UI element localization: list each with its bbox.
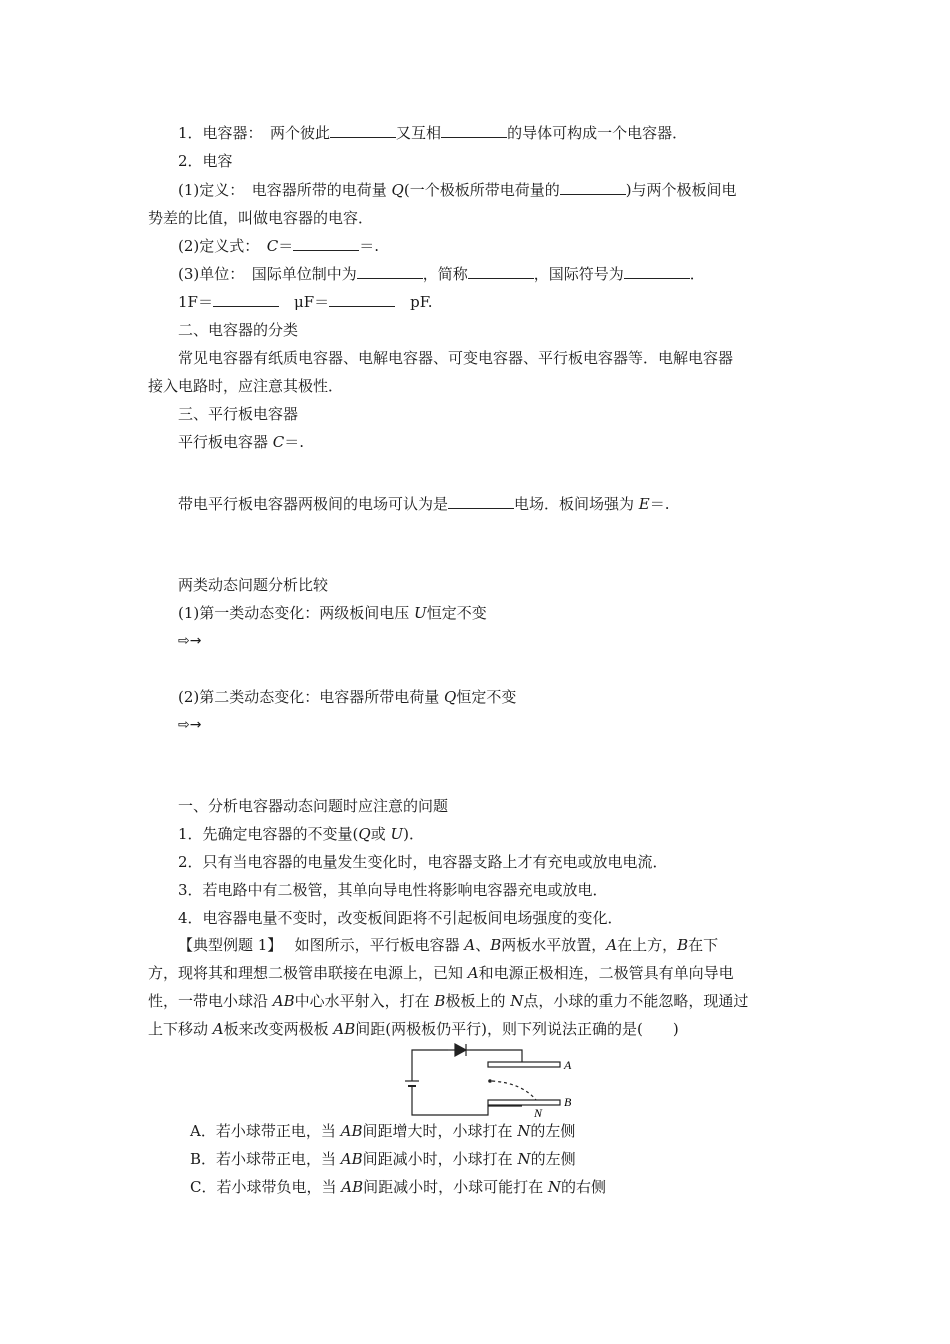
capacitance-definition-line2: 势差的比值，叫做电容器的电容． — [148, 209, 374, 227]
plate-b — [488, 1100, 560, 1105]
capacitance-formula: (2)定义式： C＝ ＝. — [178, 237, 380, 255]
answer-blank[interactable] — [624, 264, 690, 279]
option-c[interactable]: C．若小球带负电，当 AB间距减小时，小球可能打在 N的右侧 — [190, 1178, 607, 1196]
capacitor-types-line1: 常见电容器有纸质电容器、电解电容器、可变电容器、平行板电容器等．电解电容器 — [178, 349, 734, 367]
dynamic-case-1: (1)第一类动态变化：两级板间电压 U恒定不变 — [178, 604, 487, 622]
answer-blank[interactable] — [441, 123, 507, 138]
dynamic-problems-title: 两类动态问题分析比较 — [178, 576, 329, 594]
answer-blank[interactable] — [329, 292, 395, 307]
answer-blank[interactable] — [330, 123, 396, 138]
capacitance-definition-line1: (1)定义： 电容器所带的电荷量 Q(一个极板所带电荷量的 )与两个极板间电 — [178, 181, 737, 199]
heading-parallel-plate: 三、平行板电容器 — [178, 405, 299, 423]
label-b: B — [564, 1095, 572, 1109]
label-n: N — [534, 1106, 543, 1120]
item-capacitance-heading: 2．电容 — [178, 152, 233, 170]
capacitance-unit: (3)单位： 国际单位制中为 ，简称 ，国际符号为 ． — [178, 265, 705, 283]
note-3: 3．若电路中有二极管，其单向导电性将影响电容器充电或放电． — [178, 881, 608, 899]
answer-blank[interactable] — [357, 264, 423, 279]
heading-dynamic-notes: 一、分析电容器动态问题时应注意的问题 — [178, 797, 449, 815]
item-capacitor-definition: 1．电容器： 两个彼此 又互相 的导体可构成一个电容器． — [178, 124, 688, 142]
answer-blank[interactable] — [560, 180, 626, 195]
answer-blank[interactable] — [213, 292, 279, 307]
heading-capacitor-types: 二、电容器的分类 — [178, 321, 299, 339]
note-4: 4．电容器电量不变时，改变板间距将不引起板间电场强度的变化． — [178, 909, 623, 927]
plate-a — [488, 1062, 560, 1067]
unit-conversion: 1F＝ μF＝ pF. — [178, 293, 433, 311]
wire-top-left — [412, 1050, 448, 1081]
example-line1: 【典型例题 1】 如图所示，平行板电容器 A、B两板水平放置，A在上方，B在下 — [178, 936, 719, 954]
example-line3: 性，一带电小球沿 AB中心水平射入，打在 B极板上的 N点，小球的重力不能忽略，现通过 — [148, 992, 749, 1010]
ball-trajectory — [492, 1081, 536, 1100]
charged-ball — [488, 1079, 492, 1083]
note-1: 1．先确定电容器的不变量(Q或 U)． — [178, 825, 425, 843]
note-2: 2．只有当电容器的电量发生变化时，电容器支路上才有充电或放电电流． — [178, 853, 668, 871]
dynamic-case-2: (2)第二类动态变化：电容器所带电荷量 Q恒定不变 — [178, 688, 517, 706]
parallel-plate-field: 带电平行板电容器两极间的电场可认为是 电场．板间场强为 E＝. — [178, 495, 670, 513]
circuit-diagram — [400, 1043, 590, 1123]
diode-icon — [455, 1044, 466, 1056]
example-line2: 方，现将其和理想二极管串联接在电源上，已知 A和电源正极相连，二极管具有单向导电 — [148, 964, 734, 982]
answer-blank[interactable] — [468, 264, 534, 279]
option-a[interactable]: A．若小球带正电，当 AB间距增大时，小球打在 N的左侧 — [190, 1122, 576, 1140]
answer-blank[interactable] — [448, 494, 514, 509]
answer-blank[interactable] — [293, 236, 359, 251]
capacitor-types-line2: 接入电路时，应注意其极性． — [148, 377, 344, 395]
option-b[interactable]: B．若小球带正电，当 AB间距减小时，小球打在 N的左侧 — [190, 1150, 576, 1168]
implication-arrow-icon: ⇨→ — [178, 717, 202, 733]
label-a: A — [564, 1058, 572, 1072]
implication-arrow-icon: ⇨→ — [178, 633, 202, 649]
parallel-plate-formula: 平行板电容器 C＝. — [178, 433, 305, 451]
example-line4: 上下移动 A板来改变两极板 AB间距(两极板仍平行)，则下列说法正确的是( ) — [148, 1020, 679, 1038]
